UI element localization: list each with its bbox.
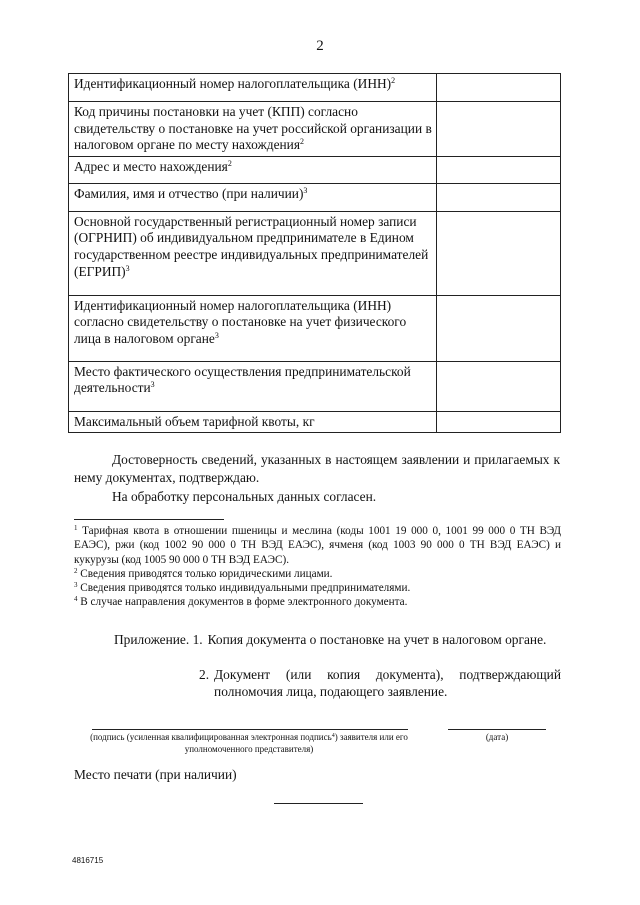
signature-line	[92, 729, 408, 730]
appendix-item-1: Приложение. 1. Копия документа о постановке на учет в налоговом органе.	[114, 631, 561, 648]
footnotes	[74, 524, 561, 610]
table-row	[69, 74, 561, 102]
reliability-statement: Достоверность сведений, указанных в настоящем заявлении и прилагаемых к нему документах, подтверждаю.	[74, 452, 560, 485]
footnote: $^2$ Сведения приводятся только юридическими лицами.	[74, 566, 333, 580]
field-value-input[interactable]	[437, 361, 561, 411]
appendix-item-text: Документ (или копия документа), подтверждающий полномочия лица, подающего заявление.	[214, 667, 561, 700]
field-value-input[interactable]	[437, 183, 561, 211]
field-value-input[interactable]	[437, 211, 561, 295]
table-row	[69, 183, 561, 211]
field-label: Адрес и место нахождения$^2$	[69, 156, 437, 183]
stamp-line	[274, 803, 363, 804]
field-label: Идентификационный номер налогоплательщика (ИНН)$^2$	[69, 74, 437, 102]
date-caption: (дата)	[485, 732, 509, 742]
field-value-input[interactable]	[437, 411, 561, 433]
field-label: Фамилия, имя и отчество (при наличии)$^3$	[69, 183, 437, 211]
table-row	[69, 211, 561, 295]
table-row	[69, 102, 561, 157]
footnote: $^1$ Тарифная квота в отношении пшеницы и меслина (коды 1001 19 000 0, 1001 99 000 0 ТН ВЭД ЕАЭС), ржи (код 1002 90 000 0 ТН ВЭД ЕАЭС), ячменя (код 1003 90 000 0 ТН ВЭД ЕАЭС) и кукурузы (код 1005 90 000 0 ТН ВЭД ЕАЭС).	[74, 524, 561, 566]
stamp-place-label: Место печати (при наличии)	[74, 767, 237, 782]
table-row	[69, 295, 561, 361]
signature-caption: (подпись (усиленная квалифицированная электронная подпись$^4$) заявителя или его уполномоченного представителя)	[90, 732, 408, 754]
field-label: Основной государственный регистрационный номер записи (ОГРНИП) об индивидуальном предпринимателе в Едином государственном реестре индивидуальных предпринимателей (ЕГРИП)$^3$	[69, 211, 437, 295]
appendix-label: Приложение.	[114, 632, 190, 647]
field-value-input[interactable]	[437, 156, 561, 183]
field-value-input[interactable]	[437, 74, 561, 102]
field-value-input[interactable]	[437, 102, 561, 157]
field-value-input[interactable]	[437, 295, 561, 361]
table-row	[69, 156, 561, 183]
table-row	[69, 361, 561, 411]
field-label: Код причины постановки на учет (КПП) согласно свидетельству о постановке на учет российской организации в налоговом органе по месту нахождения$^2$	[69, 102, 437, 157]
date-line	[448, 729, 546, 730]
consent-statement: На обработку персональных данных согласен.	[112, 489, 377, 504]
footnote: $^4$ В случае направления документов в форме электронного документа.	[74, 595, 408, 609]
applicant-details-table	[68, 73, 561, 433]
appendix-item-text: Копия документа о постановке на учет в налоговом органе.	[207, 632, 547, 647]
field-label: Максимальный объем тарифной квоты, кг	[69, 411, 437, 433]
field-label: Идентификационный номер налогоплательщика (ИНН) согласно свидетельству о постановке на учет физического лица в налоговом органе$^3$	[69, 295, 437, 361]
field-label: Место фактического осуществления предпринимательской деятельности$^3$	[69, 361, 437, 411]
footnote: $^3$ Сведения приводятся только индивидуальными предпринимателями.	[74, 581, 411, 595]
table-row	[69, 411, 561, 433]
document-code: 4816715	[72, 856, 104, 865]
page-number: 2	[316, 38, 324, 54]
appendix-item-2: 2. Документ (или копия документа), подтверждающий полномочия лица, подающего заявление.	[199, 667, 561, 700]
footnote-separator	[74, 519, 224, 520]
